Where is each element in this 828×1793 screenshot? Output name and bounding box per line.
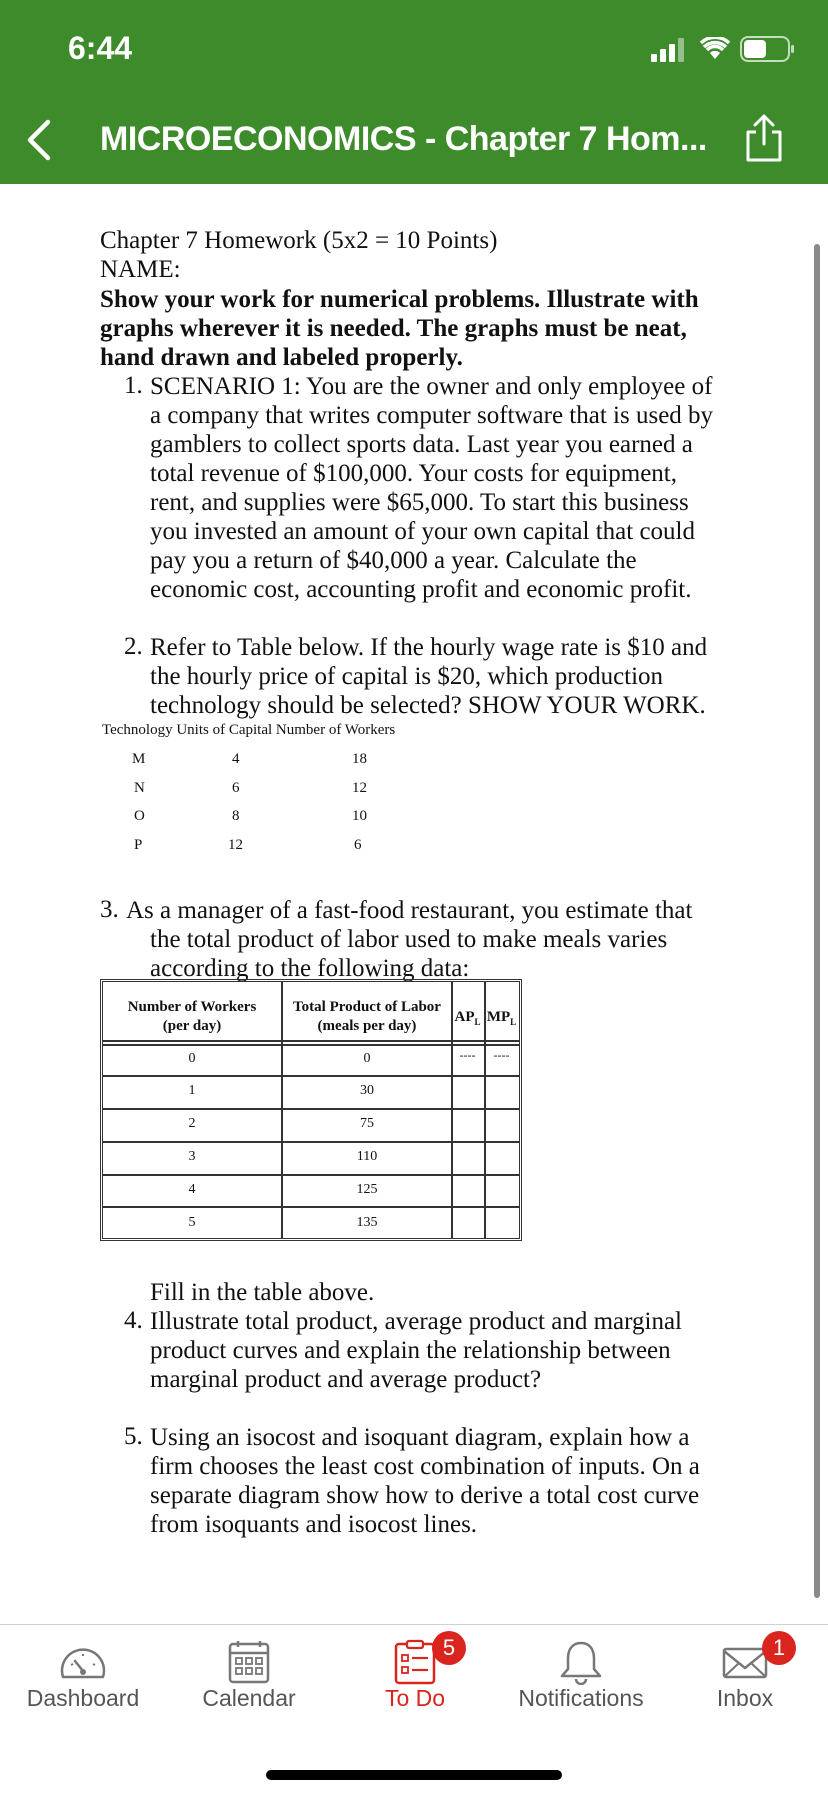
table2-header: Technology Units of Capital Number of Workers: [102, 722, 396, 738]
table3-cell: 5: [188, 1215, 196, 1230]
q3-line: the total product of labor used to make meals varies: [150, 926, 668, 953]
q4-line: marginal product and average product?: [150, 1366, 542, 1393]
table3-header-ap: $AP_L$: [454, 1009, 481, 1027]
tab-label: To Do: [384, 1685, 446, 1711]
document-viewer[interactable]: [0, 184, 828, 1624]
q2-line: technology should be selected? SHOW YOUR WORK.: [150, 692, 706, 719]
q5-line: firm chooses the least cost combination of inputs. On a: [150, 1453, 700, 1480]
battery-icon: [740, 36, 796, 62]
table2-cell: 12: [228, 837, 243, 853]
nav-bar: [0, 96, 828, 184]
back-chevron-icon[interactable]: [22, 118, 56, 162]
q3-line: according to the following data:: [150, 955, 470, 982]
table3-cell: 75: [360, 1116, 374, 1131]
q1-line: SCENARIO 1: You are the owner and only employee of: [150, 373, 713, 400]
table2-cell: P: [134, 837, 143, 853]
q5-line: Using an isocost and isoquant diagram, explain how a: [150, 1424, 690, 1451]
fill-in-instruction: Fill in the table above.: [150, 1279, 375, 1306]
q4-line: product curves and explain the relationship between: [150, 1337, 671, 1364]
status-time: 6:44: [68, 30, 133, 66]
table3-cell: 125: [356, 1182, 378, 1197]
wifi-icon: [700, 37, 730, 61]
q2-line: the hourly price of capital is $20, which production: [150, 663, 664, 690]
q1-line: rent, and supplies were $65,000. To start this business: [150, 489, 689, 516]
instructions-line: graphs wherever it is needed. The graphs must be neat,: [100, 315, 687, 342]
product-table: [100, 979, 522, 1241]
tab-inbox[interactable]: [662, 1625, 828, 1745]
tab-label: Dashboard: [26, 1685, 140, 1711]
q5-line: separate diagram show how to derive a total cost curve: [150, 1482, 700, 1509]
tab-label: Notifications: [518, 1685, 644, 1711]
bottom-tab-bar: [0, 1624, 828, 1793]
q1-line: total revenue of $100,000. Your costs for equipment,: [150, 460, 678, 487]
home-indicator[interactable]: [266, 1770, 562, 1780]
tab-dashboard[interactable]: [0, 1625, 166, 1745]
table3-cell: 2: [188, 1116, 196, 1131]
table3-cell: 1: [188, 1083, 196, 1098]
tab-calendar[interactable]: [166, 1625, 332, 1745]
table3-header-mp: $MP_L$: [486, 1009, 517, 1027]
calendar-icon: [224, 1639, 274, 1685]
q4-line: Illustrate total product, average product and marginal: [150, 1308, 682, 1335]
table3-cell: 4: [188, 1182, 196, 1197]
table2-cell: 4: [232, 751, 240, 767]
inbox-badge: 1: [762, 1631, 796, 1665]
status-bar: [0, 0, 828, 96]
q1-line: you invested an amount of your own capital that could: [150, 518, 696, 545]
document-scrollbar[interactable]: [814, 244, 820, 1598]
q2-line: Refer to Table below. If the hourly wage rate is $10 and: [150, 634, 708, 661]
table2-cell: 12: [352, 780, 367, 796]
table3-cell: ----: [459, 1048, 476, 1062]
q1-line: economic cost, accounting profit and economic profit.: [150, 576, 692, 603]
name-label: NAME:: [100, 256, 181, 283]
table2-cell: 6: [354, 837, 362, 853]
instructions-line: Show your work for numerical problems. Illustrate with: [100, 286, 699, 313]
table3-header-tp: Total Product of Labor (meals per day): [293, 999, 441, 1034]
tab-label: Inbox: [716, 1685, 774, 1711]
q1-number: 1.: [124, 372, 143, 399]
doc-heading: Chapter 7 Homework (5x2 = 10 Points): [100, 227, 498, 254]
table2-cell: 10: [352, 808, 367, 824]
table2-cell: 8: [232, 808, 240, 824]
cellular-signal-icon: [651, 38, 687, 62]
table2-cell: M: [132, 751, 146, 767]
q3-line: As a manager of a fast-food restaurant, you estimate that: [126, 897, 693, 924]
q1-line: a company that writes computer software that is used by: [150, 402, 714, 429]
table2-cell: O: [134, 808, 145, 824]
table3-cell: 135: [356, 1215, 378, 1230]
todo-badge: 5: [432, 1631, 466, 1665]
q2-number: 2.: [124, 633, 143, 660]
q1-line: pay you a return of $40,000 a year. Calculate the: [150, 547, 637, 574]
table3-cell: 0: [363, 1051, 371, 1066]
table3-header-workers: Number of Workers (per day): [127, 999, 257, 1034]
table2-cell: 6: [232, 780, 240, 796]
table3-cell: ----: [493, 1048, 510, 1062]
page-title: MICROECONOMICS - Chapter 7 Hom...: [100, 120, 707, 158]
q5-line: from isoquants and isocost lines.: [150, 1511, 478, 1538]
table3-cell: 0: [188, 1051, 196, 1066]
table2-cell: N: [134, 780, 145, 796]
q4-number: 4.: [124, 1307, 143, 1334]
tab-notifications[interactable]: [498, 1625, 664, 1745]
table2-cell: 18: [352, 751, 367, 767]
tab-label: Calendar: [202, 1685, 296, 1711]
q3-number: 3.: [100, 896, 119, 923]
q1-line: gamblers to collect sports data. Last year you earned a: [150, 431, 693, 458]
instructions-line: hand drawn and labeled properly.: [100, 344, 463, 371]
q5-number: 5.: [124, 1423, 143, 1450]
tab-to-do[interactable]: [332, 1625, 498, 1745]
bell-icon: [556, 1639, 606, 1685]
dashboard-icon: [58, 1639, 108, 1685]
table3-cell: 110: [356, 1149, 378, 1164]
share-icon[interactable]: [742, 114, 786, 164]
table3-cell: 30: [360, 1083, 374, 1098]
table3-cell: 3: [188, 1149, 196, 1164]
